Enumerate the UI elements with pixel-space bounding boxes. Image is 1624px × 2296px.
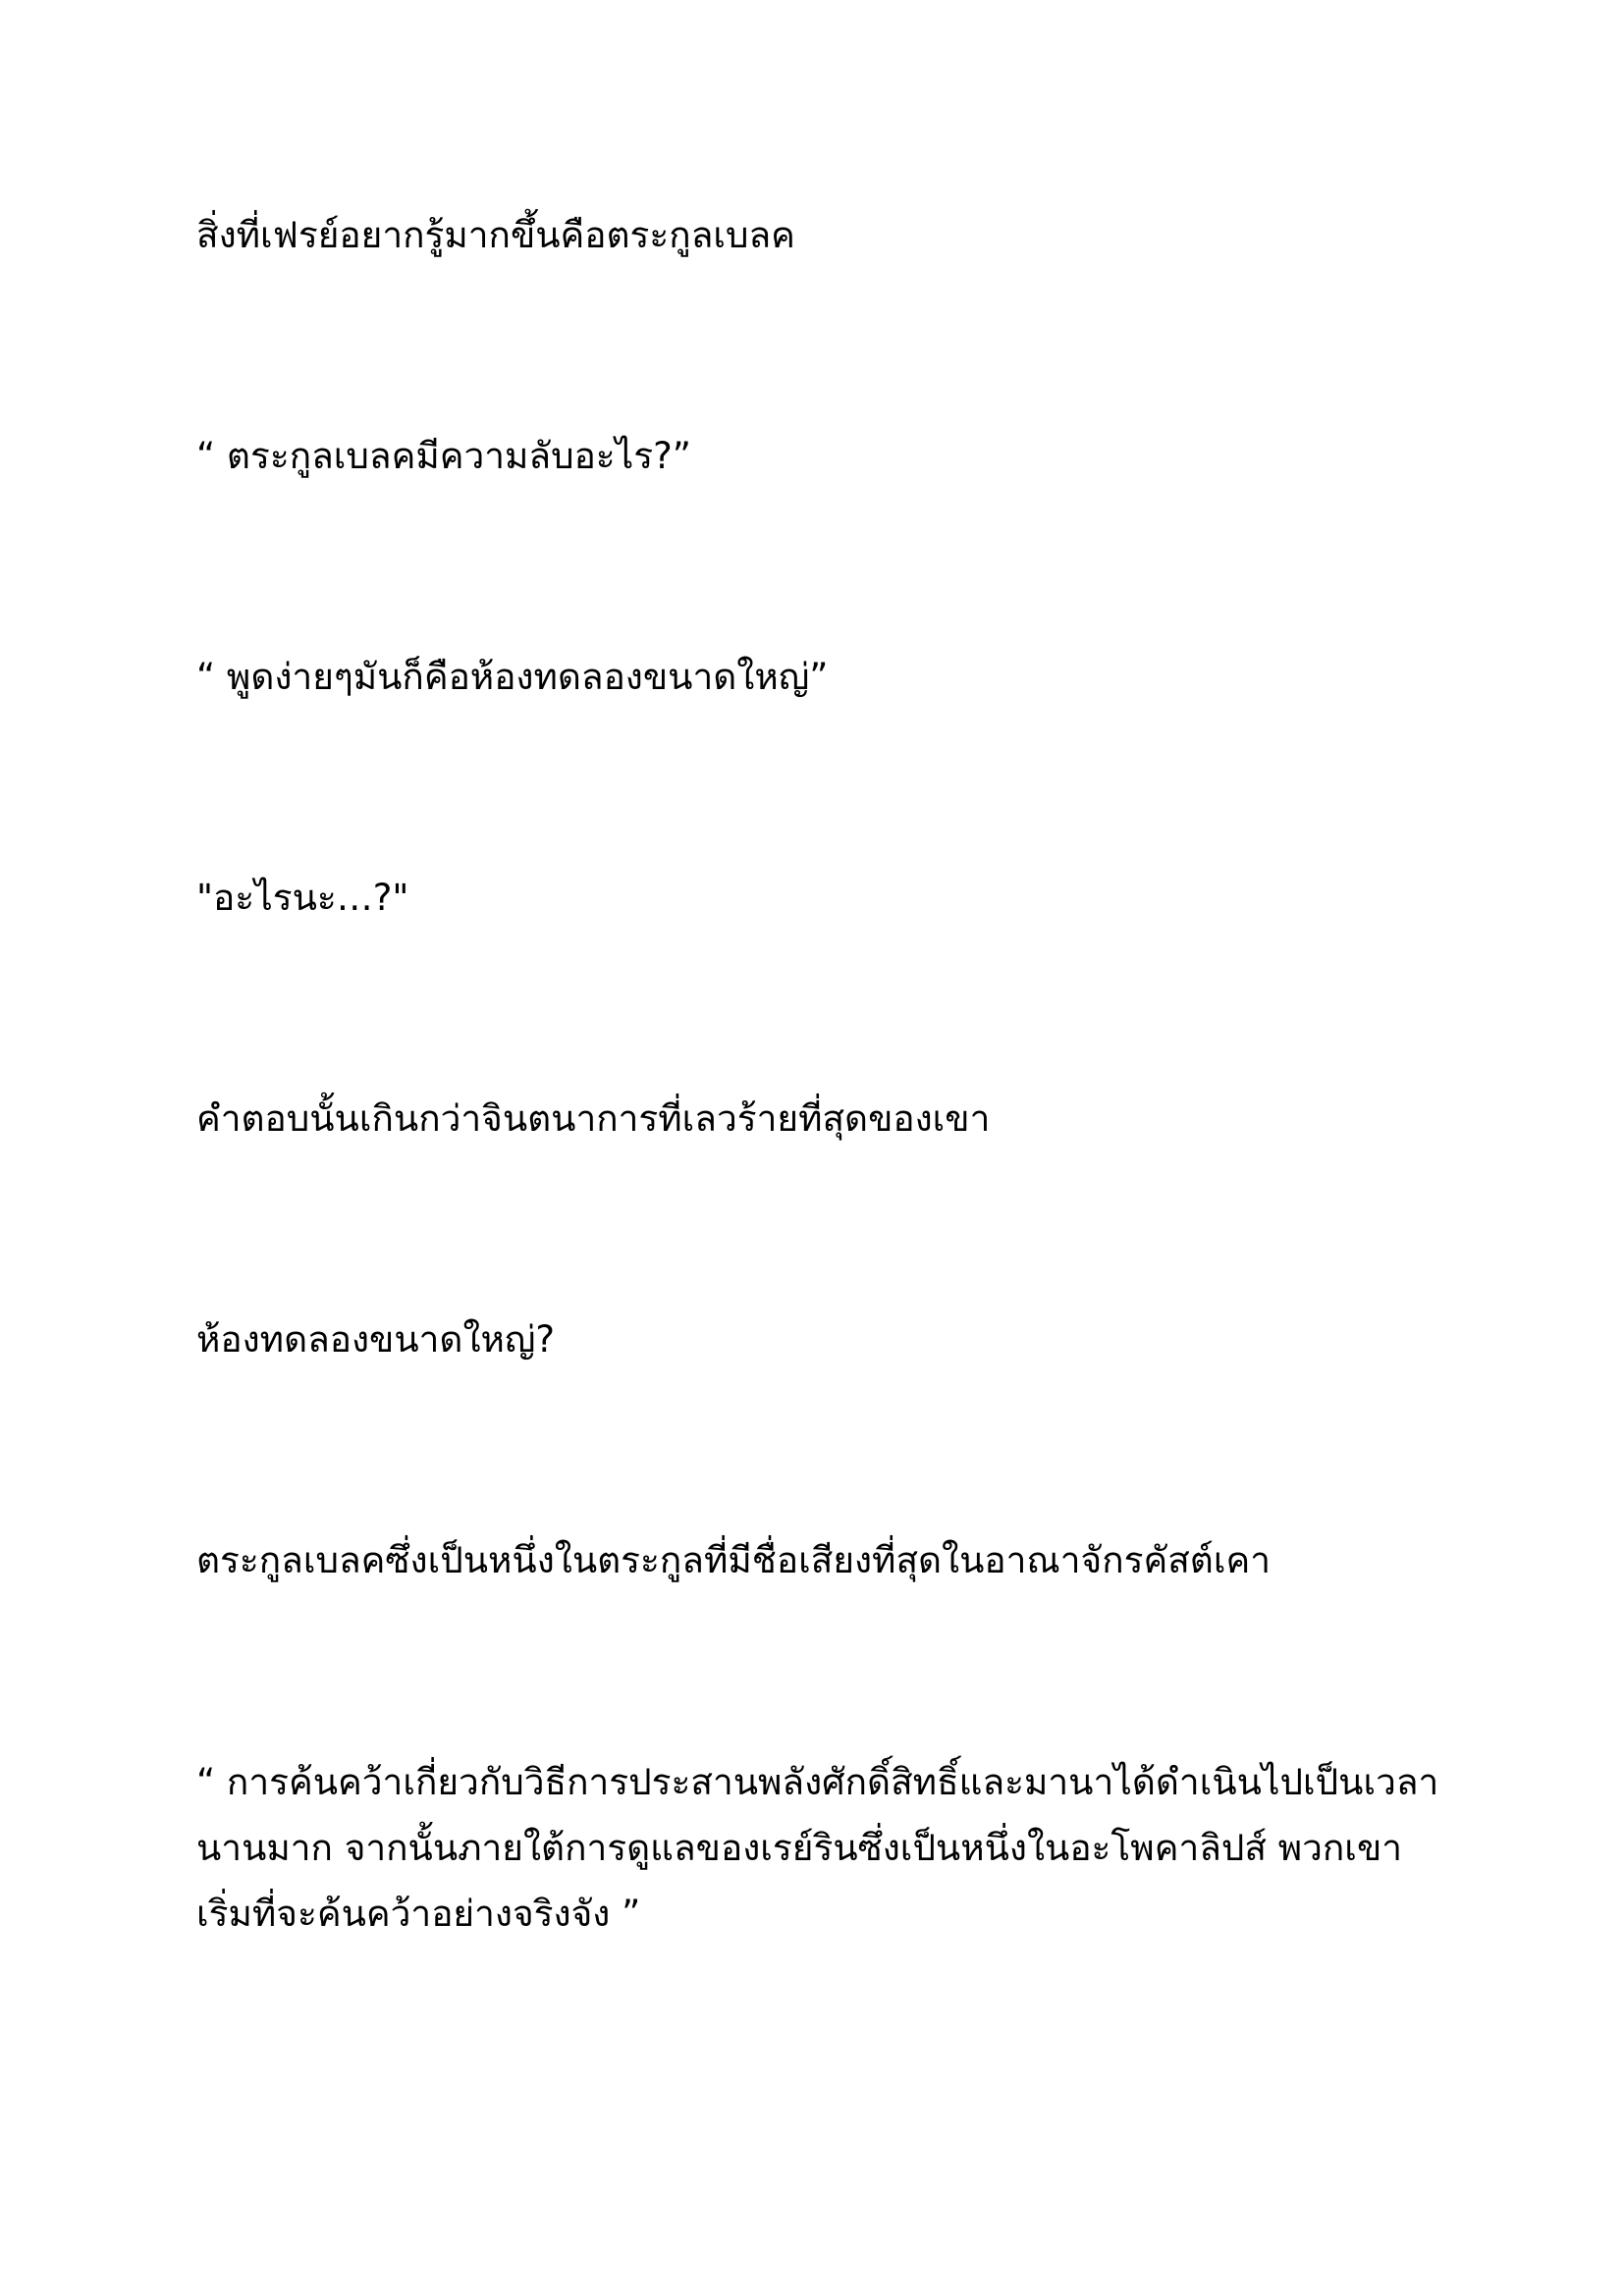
paragraph-4: "อะไรนะ…?": [196, 877, 409, 919]
paragraph-2: “ ตระกูลเบลคมีความลับอะไร?”: [196, 435, 691, 477]
paragraph-6: ห้องทดลองขนาดใหญ่?: [196, 1318, 556, 1361]
paragraph-3: “ พูดง่ายๆมันก็คือห้องทดลองขนาดใหญ่”: [196, 656, 829, 698]
paragraph-1: สิ่งที่เฟรย์อยากรู้มากขึ้นคือตระกูลเบลค: [196, 214, 795, 256]
paragraph-8: “ การค้นคว้าเกี่ยวกับวิธีการประสานพลังศักดิ์สิทธิ์และมานาได้ดำเนินไปเป็นเวลานานมาก จากนั้นภายใต้การดูแลของเรย์รินซึ่งเป็นหนึ่งในอะโพคาลิปส์ พวกเขาเริ่มที่จะค้นคว้าอย่างจริงจัง ”: [196, 1761, 1439, 1935]
paragraph-5: คำตอบนั้นเกินกว่าจินตนาการที่เลวร้ายที่สุดของเขา: [196, 1097, 991, 1140]
paragraph-7: ตระกูลเบลคซึ่งเป็นหนึ่งในตระกูลที่มีชื่อเสียงที่สุดในอาณาจักรคัสต์เคา: [196, 1539, 1272, 1581]
